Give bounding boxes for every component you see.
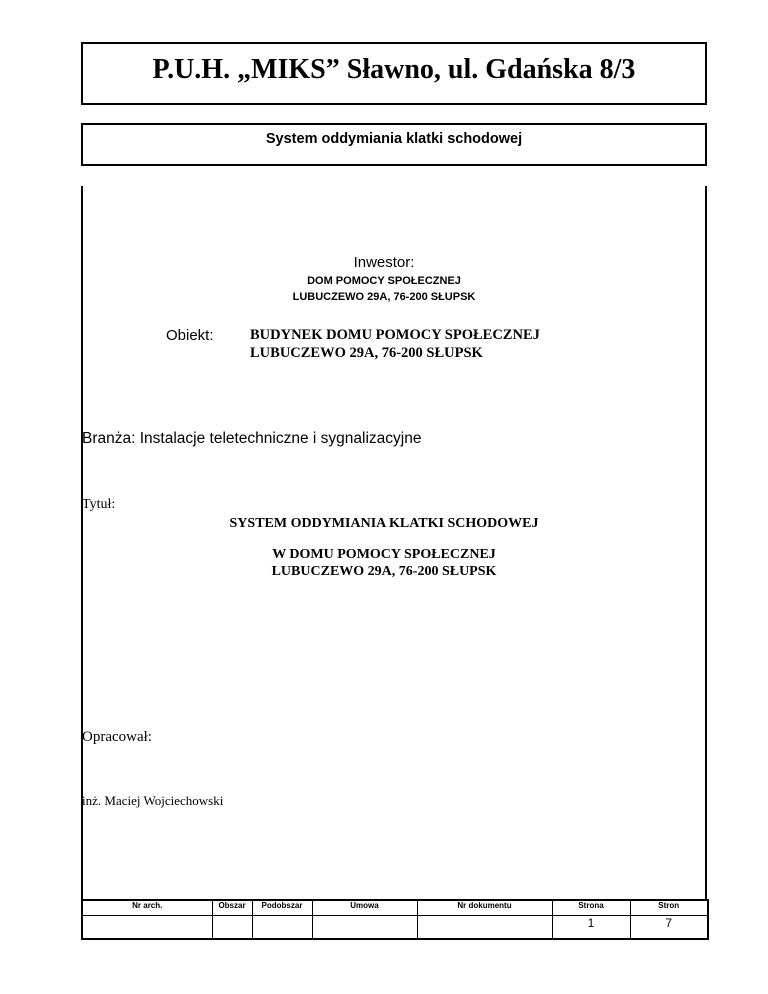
header-nr-dokumentu: Nr dokumentu	[417, 900, 552, 916]
title-line-2: W DOMU POMOCY SPOŁECZNEJ	[272, 547, 496, 562]
company-header-box	[81, 42, 707, 105]
prepared-label: Opracował:	[82, 729, 152, 745]
author-name: inż. Maciej Wojciechowski	[82, 793, 224, 808]
company-title: P.U.H. „MIKS” Sławno, ul. Gdańska 8/3	[152, 54, 636, 85]
header-stron: Stron	[630, 900, 708, 916]
subject-title: System oddymiania klatki schodowej	[265, 131, 523, 147]
subject-header-box	[81, 123, 707, 166]
table-header-row	[82, 900, 708, 916]
title-line-3: LUBUCZEWO 29A, 76-200 SŁUPSK	[271, 564, 497, 579]
value-umowa	[312, 916, 417, 940]
value-nr-dokumentu	[417, 916, 552, 940]
header-obszar: Obszar	[212, 900, 252, 916]
title-label: Tytuł:	[82, 497, 116, 512]
header-podobszar: Podobszar	[252, 900, 312, 916]
value-podobszar	[252, 916, 312, 940]
value-strona: 1	[552, 916, 630, 940]
value-nr-arch	[82, 916, 212, 940]
branch-text: Branża: Instalacje teletechniczne i sygnalizacyjne	[82, 430, 422, 447]
title-line-1: SYSTEM ODDYMIANIA KLATKI SCHODOWEJ	[229, 516, 539, 531]
header-strona: Strona	[552, 900, 630, 916]
document-metadata-table	[81, 899, 709, 940]
object-address: LUBUCZEWO 29A, 76-200 SŁUPSK	[250, 345, 483, 361]
investor-label: Inwestor:	[353, 254, 415, 271]
header-nr-arch: Nr arch.	[82, 900, 212, 916]
value-obszar	[212, 916, 252, 940]
investor-name: DOM POMOCY SPOŁECZNEJ	[307, 275, 461, 287]
investor-address: LUBUCZEWO 29A, 76-200 SŁUPSK	[292, 291, 476, 303]
object-name: BUDYNEK DOMU POMOCY SPOŁECZNEJ	[250, 327, 540, 343]
object-label: Obiekt:	[166, 327, 214, 344]
value-stron: 7	[630, 916, 708, 940]
table-row	[82, 916, 708, 940]
header-umowa: Umowa	[312, 900, 417, 916]
